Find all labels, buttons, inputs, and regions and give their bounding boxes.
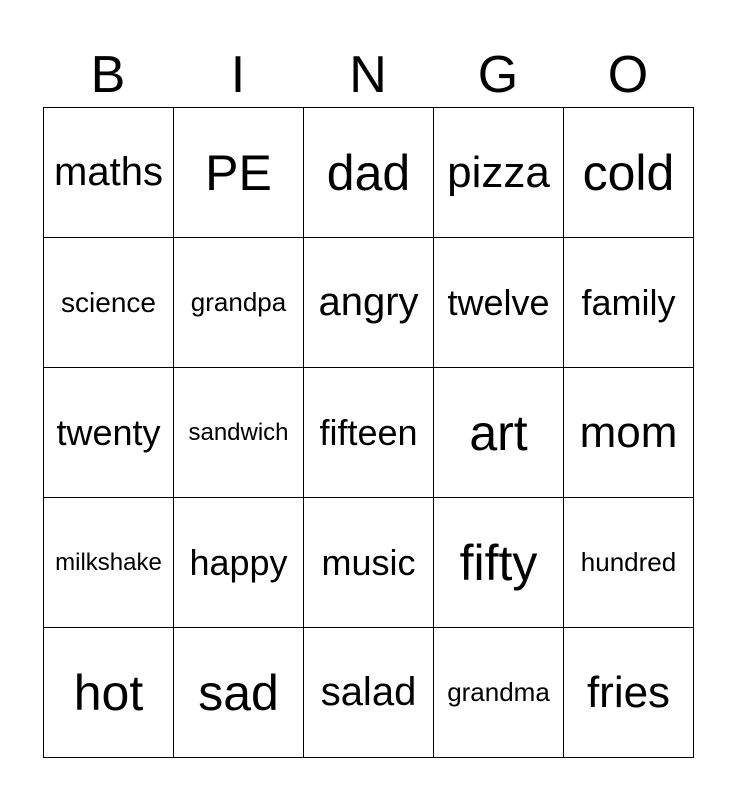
bingo-cell: fifty — [434, 498, 564, 628]
header-letter-b: B — [90, 46, 126, 104]
bingo-cell: fifteen — [304, 368, 434, 498]
bingo-cell: sad — [174, 628, 304, 758]
bingo-cell: hundred — [564, 498, 694, 628]
bingo-cell: pizza — [434, 108, 564, 238]
bingo-cell: mom — [564, 368, 694, 498]
bingo-cell: twenty — [44, 368, 174, 498]
bingo-cell: milkshake — [44, 498, 174, 628]
bingo-cell: art — [434, 368, 564, 498]
header-letter-g: G — [477, 46, 519, 104]
bingo-header — [43, 42, 693, 108]
bingo-cell: angry — [304, 238, 434, 368]
bingo-cell: PE — [174, 108, 304, 238]
bingo-grid — [43, 107, 694, 758]
bingo-cell: music — [304, 498, 434, 628]
bingo-cell: dad — [304, 108, 434, 238]
bingo-cell: happy — [174, 498, 304, 628]
bingo-cell: fries — [564, 628, 694, 758]
header-letter-n: N — [349, 46, 387, 104]
bingo-cell: grandpa — [174, 238, 304, 368]
bingo-cell: science — [44, 238, 174, 368]
bingo-cell: twelve — [434, 238, 564, 368]
bingo-cell: sandwich — [174, 368, 304, 498]
bingo-cell: family — [564, 238, 694, 368]
bingo-cell: salad — [304, 628, 434, 758]
header-letter-i: I — [230, 46, 246, 104]
bingo-cell: maths — [44, 108, 174, 238]
bingo-cell: cold — [564, 108, 694, 238]
header-letter-o: O — [607, 46, 649, 104]
bingo-cell: hot — [44, 628, 174, 758]
bingo-cell: grandma — [434, 628, 564, 758]
